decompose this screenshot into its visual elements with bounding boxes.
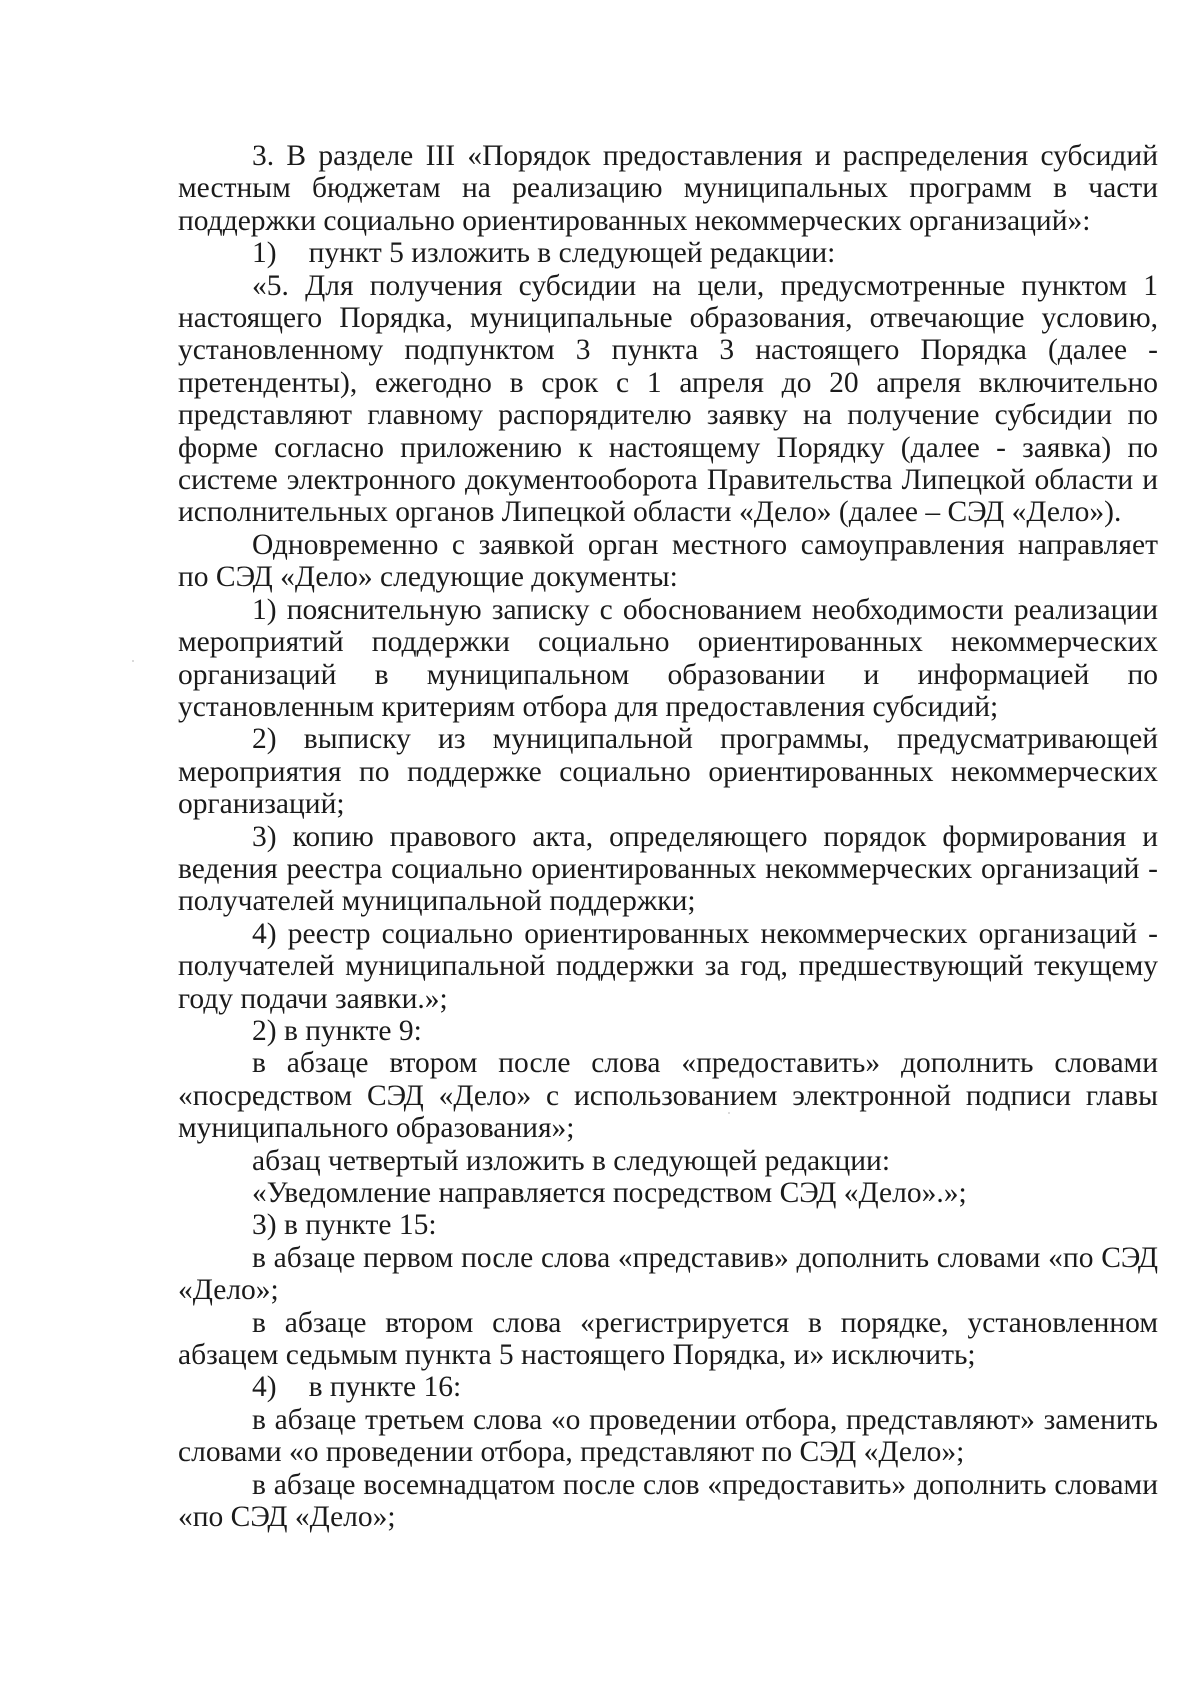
- paragraph-point-5-text: «5. Для получения субсидии на цели, предусмотренные пунктом 1 настоящего Порядка, муниципальные образования, отвечающие условию, установленному подпунктом 3 пункта 3 настоящего Порядка (далее - претенденты), ежегодно в срок с 1 апреля до 20 апреля включительно представляют главному распорядителю заявку на получение субсидии по форме согласно приложению к настоящему Порядку (далее - заявка) по системе электронного документооборота Правительства Липецкой области и исполнительных органов Липецкой области «Дело» (далее – СЭД «Дело»).: [178, 269, 1158, 529]
- item-text: в пункте 16:: [308, 1371, 462, 1404]
- document-page: [178, 140, 1158, 1533]
- paragraph-point-9-para-4: абзац четвертый изложить в следующей редакции:: [252, 1144, 891, 1177]
- paragraph-doc-1: 1) пояснительную записку с обоснованием необходимости реализации мероприятий поддержки социально ориентированных некоммерческих организаций в муниципальном образовании и информацией по установленным критериям отбора для предоставления субсидий;: [178, 593, 1158, 723]
- paragraph-point-16-para-18: в абзаце восемнадцатом после слов «предоставить» дополнить словами «по СЭД «Дело»;: [178, 1468, 1158, 1534]
- item-number: 1): [252, 237, 277, 270]
- paragraph-simultaneous-docs: Одновременно с заявкой орган местного самоуправления направляет по СЭД «Дело» следующие документы:: [178, 528, 1158, 594]
- paragraph-item-3-header: 3) в пункте 15:: [252, 1209, 437, 1242]
- paragraph-item-1-header: [178, 237, 1158, 269]
- paragraph-doc-2: 2) выписку из муниципальной программы, предусматривающей мероприятия по поддержке социально ориентированных некоммерческих организаций;: [178, 723, 1158, 821]
- paragraph-point-16-para-3: в абзаце третьем слова «о проведении отбора, представляют» заменить словами «о проведении отбора, представляют по СЭД «Дело»;: [178, 1403, 1158, 1469]
- paragraph-point-15-para-2: в абзаце втором слова «регистрируется в порядке, установленном абзацем седьмым пункта 5 настоящего Порядка, и» исключить;: [178, 1306, 1158, 1372]
- paragraph-point-9-para-2: в абзаце втором после слова «предоставить» дополнить словами «посредством СЭД «Дело» с использованием электронной подписи главы муниципального образования»;: [178, 1047, 1158, 1145]
- scan-speck: [728, 1112, 730, 1114]
- paragraph-doc-3: 3) копию правового акта, определяющего порядок формирования и ведения реестра социально ориентированных некоммерческих организаций - получателей муниципальной поддержки;: [178, 820, 1158, 918]
- paragraph-item-4-header: [178, 1371, 1158, 1403]
- item-number: 4): [252, 1371, 277, 1404]
- paragraph-item-2-header: 2) в пункте 9:: [252, 1014, 422, 1047]
- paragraph-notification-text: «Уведомление направляется посредством СЭД «Дело».»;: [252, 1177, 967, 1209]
- scan-speck: [132, 660, 134, 662]
- paragraph-point-15-para-1: в абзаце первом после слова «представив» дополнить словами «по СЭД «Дело»;: [178, 1241, 1158, 1307]
- paragraph-section-3-intro: 3. В разделе III «Порядок предоставления и распределения субсидий местным бюджетам на реализацию муниципальных программ в части поддержки социально ориентированных некоммерческих организаций»:: [178, 140, 1158, 237]
- paragraph-doc-4: 4) реестр социально ориентированных некоммерческих организаций - получателей муниципальной поддержки за год, предшествующий текущему году подачи заявки.»;: [178, 917, 1158, 1015]
- item-text: пункт 5 изложить в следующей редакции:: [308, 237, 836, 270]
